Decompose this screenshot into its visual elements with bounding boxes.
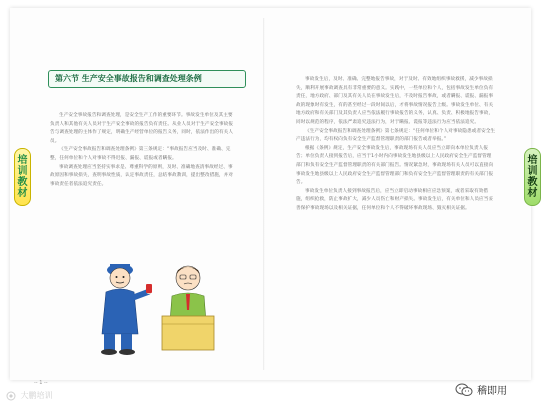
section-title bbox=[48, 70, 246, 88]
side-tab-left-char: 教 bbox=[17, 177, 28, 188]
inspector-figure-icon bbox=[101, 264, 152, 355]
footer-right-text: 稽即用 bbox=[477, 386, 507, 397]
safety-illustration bbox=[92, 250, 220, 358]
left-paragraph: 事故调查处理应当坚持实事求是、尊重科学的原则，及时、准确地查清事故经过、事故原因和事故损失，查明事故性质，认定事故责任，总结事故教训，提出整改措施，并对事故责任者依法追究责任。 bbox=[50, 164, 234, 187]
left-page-body bbox=[50, 112, 236, 189]
right-paragraph: 事故发生后，及时、准确、完整地报告事故，对于及时、有效地组织事故救援，减少事故损失，顺利开展事故调查具有非常重要的意义。实践中，一些单位和个人，包括事故发生单位负有责任，地方政府、部门及其有关人员在事故发生后，不及时报告事故，或者瞒报、谎报、漏报事故的现象时有发生，有的甚至经过一段时间以后，才将事故情况报告上级。事故发生单位、有关地方政府和有关部门及其负责人应当依法履行事故报告的义务，认真、负责、积极地报告事故，同时以规范的程序，依法严肃追究违法行为，对于瞒报、谎报等违法行为应当依法追究。 bbox=[296, 77, 494, 125]
footer-left-text: 大鹏培训 bbox=[20, 391, 53, 400]
right-page-body bbox=[296, 76, 496, 214]
wechat-icon bbox=[455, 383, 473, 397]
left-paragraph: 《生产安全事故报告和调查处理条例》第三条规定：“事故报告应当及时、准确、完整，任何单位和个人对事故不得迟报、漏报、谎报或者瞒报。 bbox=[50, 147, 231, 161]
side-tab-right-char: 培 bbox=[527, 155, 538, 166]
side-tab-left bbox=[14, 148, 31, 206]
worker-figure-icon bbox=[170, 266, 206, 322]
right-paragraph: 《生产安全事故报告和调查处理条例》第七条规定：“任何单位和个人对事故隐患或者安全生产违法行为，均有权向负有安全生产监督管理职责的部门报告或者举报。” bbox=[296, 128, 496, 143]
side-tab-right bbox=[524, 148, 541, 206]
book-gutter bbox=[263, 18, 265, 370]
right-paragraph: 根据《条例》规定，生产安全事故发生后，事故现场有关人员应当立即向本单位负责人报告；单位负责人接到报告后，应当于1小时内向事故发生地县级以上人民政府安全生产监督管理部门和负有安全生产监督管理职责的有关部门报告。情况紧急时，事故现场有关人员可以直接向事故发生地县级以上人民政府安全生产监督管理部门和负有安全生产监督管理职责的有关部门报告。 bbox=[296, 145, 494, 186]
side-tab-right-char: 训 bbox=[527, 166, 538, 177]
side-tab-left-char: 培 bbox=[17, 155, 28, 166]
footer-account bbox=[455, 382, 507, 397]
side-tab-left-char: 材 bbox=[17, 188, 28, 199]
footer-watermark bbox=[6, 390, 53, 401]
left-paragraph: 生产安全事故报告和调查处理，是安全生产工作的重要环节。事故发生单位及其主要负责人和其他有关人员对于生产安全事故的报告负有责任。从业人员对于生产安全事故报告与调查处理的主体作了规定，明确生产经营单位的报告义务，同时，依法作出的有关人员。 bbox=[50, 113, 234, 144]
right-paragraph: 事故发生单位负责人接到事故报告后，应当立即启动事故相应应急预案，或者采取有效措施，组织抢救，防止事故扩大，减少人员伤亡和财产损失。事故发生后，有关单位和人员应当妥善保护事故现场以及相关证据，任何单位和个人不得破坏事故现场、毁灭相关证据。 bbox=[296, 188, 494, 211]
side-tab-right-char: 材 bbox=[527, 188, 538, 199]
side-tab-right-char: 教 bbox=[527, 177, 538, 188]
section-title-text: 第六节 生产安全事故报告和调查处理条例 bbox=[55, 74, 202, 83]
box-icon bbox=[162, 316, 214, 350]
watermark-logo-icon bbox=[6, 391, 16, 401]
side-tab-left-char: 训 bbox=[17, 166, 28, 177]
page-number: -- 1 -- bbox=[34, 380, 48, 386]
